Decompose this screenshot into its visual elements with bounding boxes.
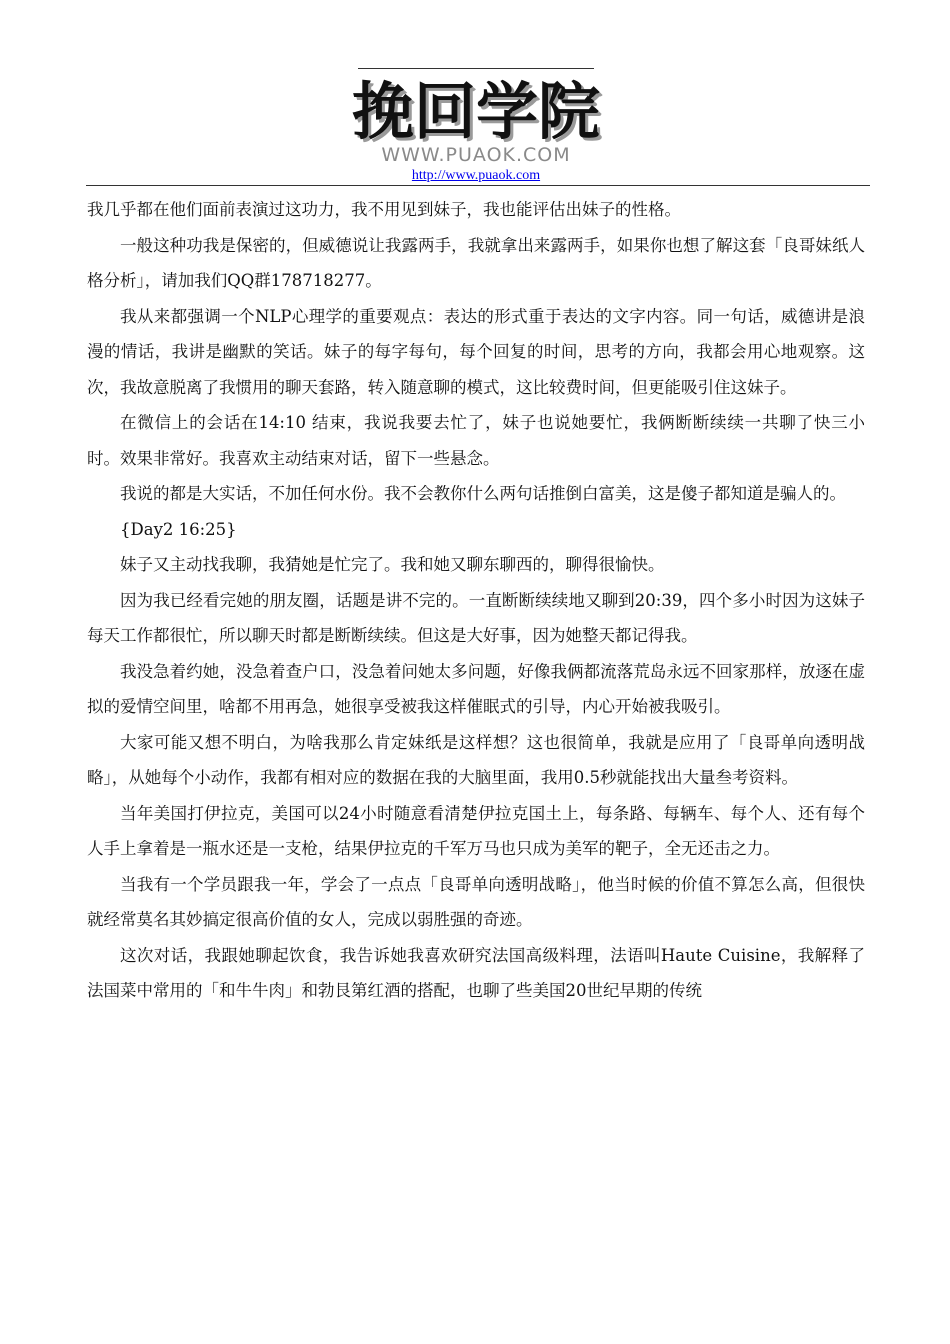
paragraph: 妹子又主动找我聊，我猜她是忙完了。我和她又聊东聊西的，聊得很愉快。 [120,555,665,574]
paragraph: 在微信上的会话在14:10 结束，我说我要去忙了，妹子也说她要忙，我俩断断续续一共聊了快三小时。效果非常好。我喜欢主动结束对话，留下一些悬念。 [87,413,865,468]
header-rule-bottom [86,185,870,186]
paragraph: 一般这种功我是保密的，但威德说让我露两手，我就拿出来露两手，如果你也想了解这套「良哥妹纸人格分析」，请加我们QQ群178718277。 [87,235,865,290]
header-rule-top [358,68,594,69]
body-text [87,192,865,1009]
paragraph: 因为我已经看完她的朋友圈，话题是讲不完的。一直断断续续地又聊到20:39，四个多小时因为这妹子每天工作都很忙，所以聊天时都是断断续续。但这是大好事，因为她整天都记得我。 [87,590,865,645]
paragraph: 当年美国打伊拉克，美国可以24小时随意看清楚伊拉克国土上，每条路、每辆车、每个人、还有每个人手上拿着是一瓶水还是一支枪，结果伊拉克的千军万马也只成为美军的靶子，全无还击之力。 [87,803,865,858]
website-link[interactable]: http://www.puaok.com [411,168,541,183]
paragraph: 我几乎都在他们面前表演过这功力，我不用见到妹子，我也能评估出妹子的性格。 [87,200,681,219]
paragraph: 我从来都强调一个NLP心理学的重要观点：表达的形式重于表达的文字内容。同一句话，威德讲是浪漫的情话，我讲是幽默的笑话。妹子的每字每句，每个回复的时间，思考的方向，我都会用心地观察。这次，我故意脱离了我惯用的聊天套路，转入随意聊的模式，这比较费时间，但更能吸引住这妹子。 [87,306,865,397]
paragraph: {Day2 16:25} [120,519,237,539]
paragraph: 当我有一个学员跟我一年，学会了一点点「良哥单向透明战略」，他当时候的价值不算怎么高，但很快就经常莫名其妙搞定很高价值的女人，完成以弱胜强的奇迹。 [87,874,865,929]
paragraph: 我没急着约她，没急着查户口，没急着问她太多问题，好像我俩都流落荒岛永远不回家那样，放逐在虚拟的爱情空间里，啥都不用再急，她很享受被我这样催眠式的引导，内心开始被我吸引。 [87,661,865,716]
paragraph: 大家可能又想不明白，为啥我那么肯定妹纸是这样想？这也很简单，我就是应用了「良哥单向透明战略」，从她每个小动作，我都有相对应的数据在我的大脑里面，我用0.5秒就能找出大量叁考资料。 [87,732,865,787]
logo-title: 挽回学院 [351,75,600,148]
paragraph: 我说的都是大实话，不加任何水份。我不会教你什么两句话推倒白富美，这是傻子都知道是骗人的。 [120,484,846,503]
logo-subtitle: WWW.PUAOK.COM [381,144,571,166]
paragraph: 这次对话，我跟她聊起饮食，我告诉她我喜欢研究法国高级料理，法语叫Haute Cuisine，我解释了法国菜中常用的「和牛牛肉」和勃艮第红酒的搭配，也聊了些美国20世纪早期的传统 [87,945,865,1000]
